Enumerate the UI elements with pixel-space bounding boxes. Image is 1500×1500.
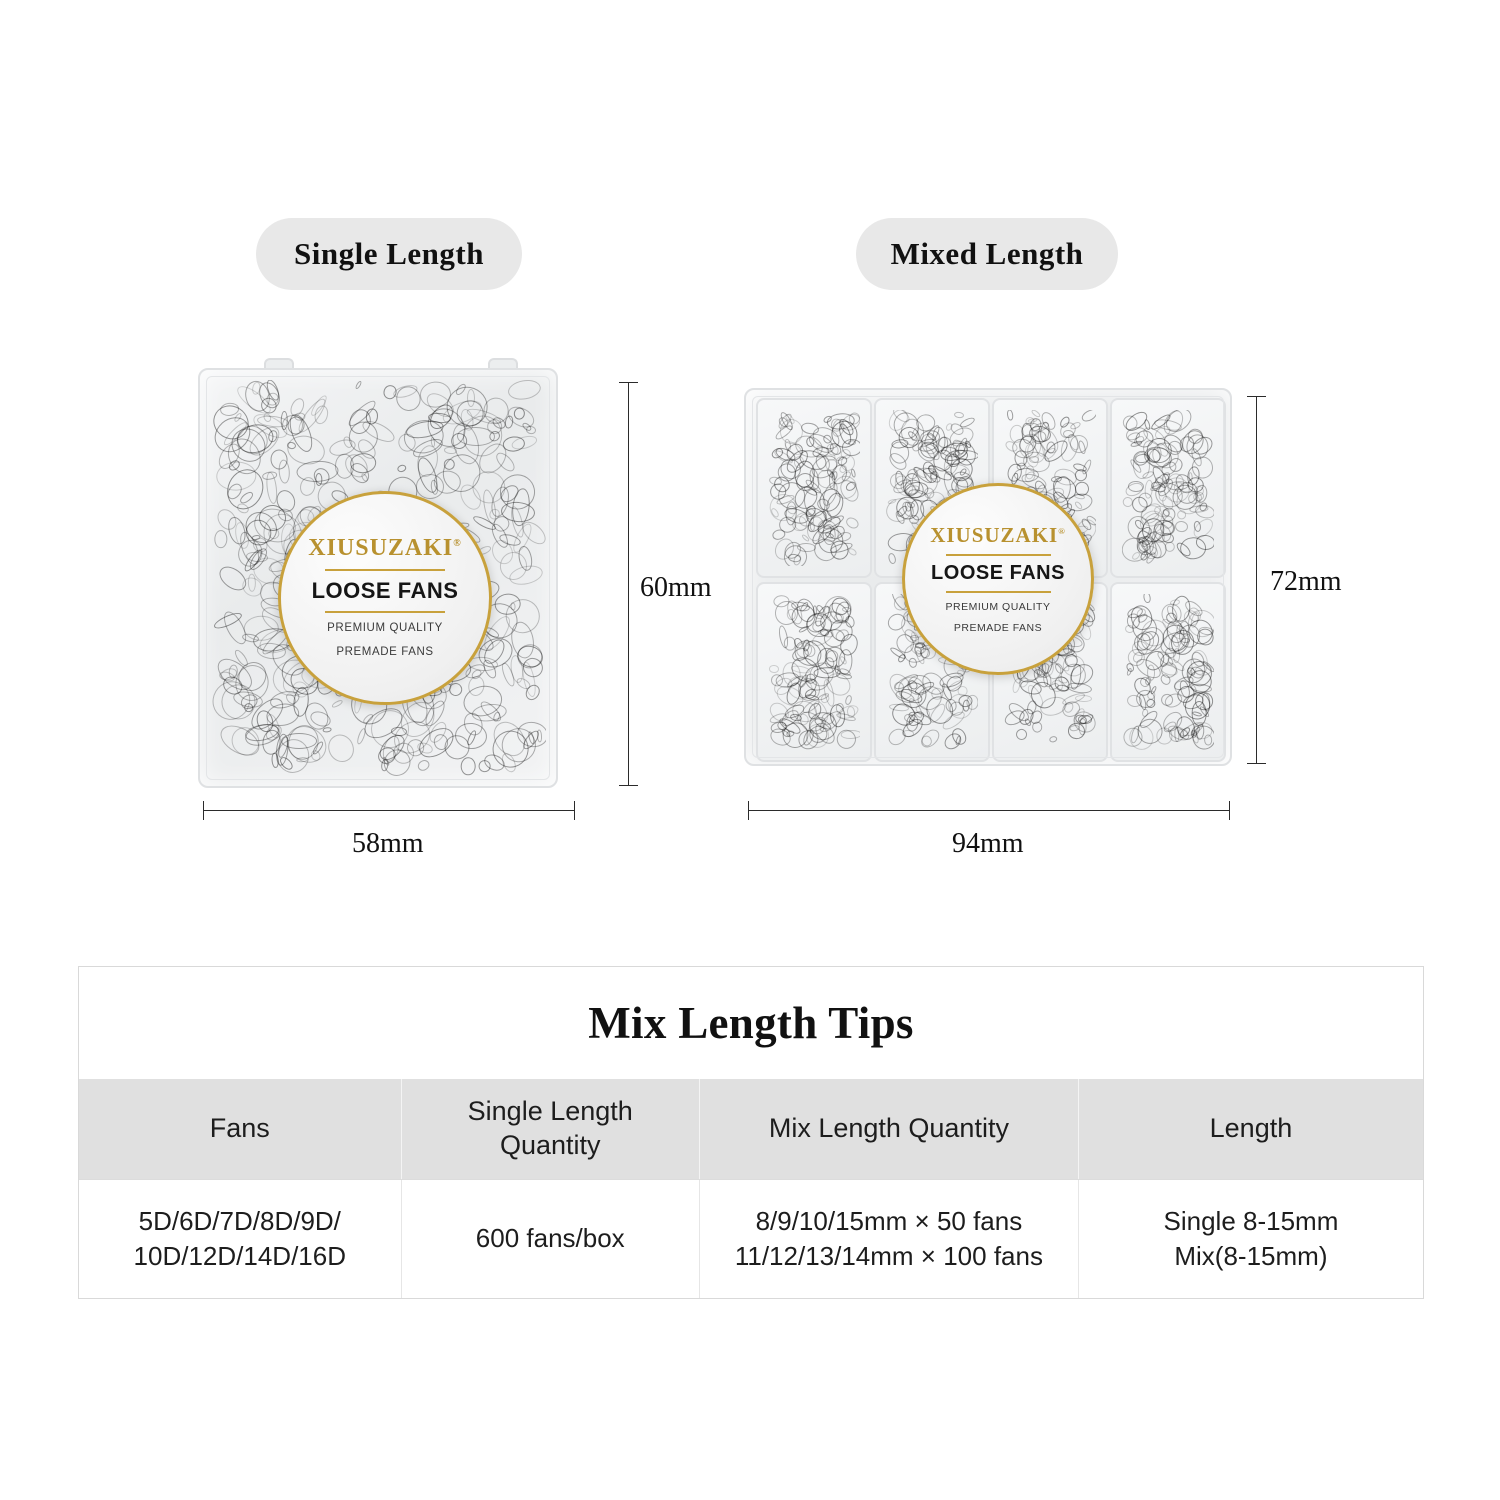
dimension-label-mixed-width: 94mm	[952, 828, 1024, 859]
lash-strand	[323, 730, 358, 767]
lash-strand	[1196, 534, 1214, 551]
table-header-single-quantity-line2: Quantity	[499, 1130, 601, 1160]
lash-strand	[506, 380, 542, 402]
table-header-row	[79, 1079, 1423, 1179]
brand-name: XIUSUZAKI®	[308, 535, 462, 562]
lash-strand	[1161, 474, 1169, 484]
lash-strand	[947, 453, 960, 467]
lash-strand	[214, 530, 227, 548]
lash-strand	[962, 700, 970, 712]
dimension-label-mixed-height: 72mm	[1270, 566, 1342, 597]
cell-length	[1079, 1180, 1423, 1298]
dimension-label-single-height: 60mm	[640, 572, 712, 603]
lash-texture-cell-8	[1122, 594, 1214, 750]
product-name: LOOSE FANS	[311, 578, 459, 604]
lash-texture-cell-4	[1122, 410, 1214, 566]
label-divider	[325, 569, 445, 571]
label-divider-2	[325, 611, 445, 613]
cell-fans-line2: 10D/12D/14D/16D	[133, 1241, 346, 1271]
label-subtitle-1: PREMIUM QUALITY	[327, 622, 443, 635]
lash-strand	[1080, 410, 1096, 424]
mix-length-tips-table	[78, 966, 1424, 1299]
cell-fans-line1: 5D/6D/7D/8D/9D/	[138, 1205, 341, 1236]
badge-single-length-label: Single Length	[294, 236, 484, 271]
lash-strand	[416, 474, 445, 500]
lash-strand	[335, 454, 354, 480]
lash-strand	[280, 411, 287, 430]
brand-name-mixed: XIUSUZAKI®	[930, 522, 1066, 547]
label-divider-m2	[946, 591, 1051, 593]
cell-length-line2: Mix(8-15mm)	[1174, 1241, 1328, 1271]
cell-length-line1: Single 8-15mm	[1163, 1205, 1339, 1236]
lash-strand	[841, 730, 860, 740]
lash-strand	[777, 625, 789, 649]
dimension-line-single-width	[203, 810, 575, 811]
brand-label-single	[278, 491, 492, 705]
dimension-line-single-height	[628, 382, 629, 786]
lash-strand	[847, 547, 858, 557]
lash-strand	[396, 463, 407, 473]
product-image-single-length	[198, 368, 558, 788]
case-cell-5	[756, 582, 872, 762]
table-header-length: Length	[1209, 1113, 1293, 1144]
cell-fans	[79, 1180, 402, 1298]
table-header-fans: Fans	[79, 1079, 402, 1179]
lash-strand	[461, 757, 476, 776]
cell-mix-quantity-line1: 8/9/10/15mm × 50 fans	[755, 1205, 1023, 1236]
case-cell-8	[1110, 582, 1226, 762]
lash-strand	[478, 760, 491, 773]
table-header-mix-quantity: Mix Length Quantity	[700, 1079, 1079, 1179]
lash-strand	[1049, 735, 1059, 743]
label-subtitle-m1: PREMIUM QUALITY	[945, 600, 1051, 613]
badge-mixed-length	[856, 218, 1118, 290]
label-subtitle-m2: PREMADE FANS	[953, 622, 1043, 634]
table-title: Mix Length Tips	[588, 998, 914, 1048]
lash-strand	[1143, 594, 1151, 603]
lash-strand	[845, 515, 860, 530]
lash-texture-cell-5	[768, 594, 860, 750]
dimension-line-mixed-height	[1256, 396, 1257, 764]
badge-single-length	[256, 218, 522, 290]
lash-strand	[1175, 520, 1189, 532]
dimension-line-mixed-width	[748, 810, 1230, 811]
lash-strand	[331, 698, 344, 709]
table-header-single-quantity-line1: Single Length	[467, 1096, 633, 1127]
lash-texture-cell-1	[768, 410, 860, 566]
lash-strand	[958, 685, 968, 695]
lash-strand	[1177, 509, 1187, 519]
lash-strand	[354, 380, 362, 390]
cell-single-quantity: 600 fans/box	[402, 1180, 700, 1298]
product-image-mixed-length	[744, 388, 1232, 766]
cell-mix-quantity-line2: 11/12/13/14mm × 100 fans	[734, 1241, 1043, 1271]
lash-strand	[769, 664, 779, 672]
lash-strand	[1007, 410, 1014, 420]
lash-strand	[1015, 727, 1029, 741]
table-header-single-quantity	[402, 1079, 700, 1179]
case-cell-4	[1110, 398, 1226, 578]
table-row	[79, 1179, 1423, 1298]
dimension-label-single-width: 58mm	[352, 828, 424, 859]
label-divider-m1	[946, 554, 1051, 556]
lash-strand	[416, 758, 431, 773]
lash-strand	[887, 552, 896, 564]
product-name-mixed: LOOSE FANS	[931, 561, 1065, 584]
lash-strand	[844, 695, 852, 706]
cell-mix-quantity	[700, 1180, 1079, 1298]
label-subtitle-2: PREMADE FANS	[336, 646, 434, 658]
brand-label-mixed	[902, 483, 1094, 675]
lash-strand	[954, 412, 965, 420]
case-cell-1	[756, 398, 872, 578]
badge-mixed-length-label: Mixed Length	[890, 236, 1084, 271]
